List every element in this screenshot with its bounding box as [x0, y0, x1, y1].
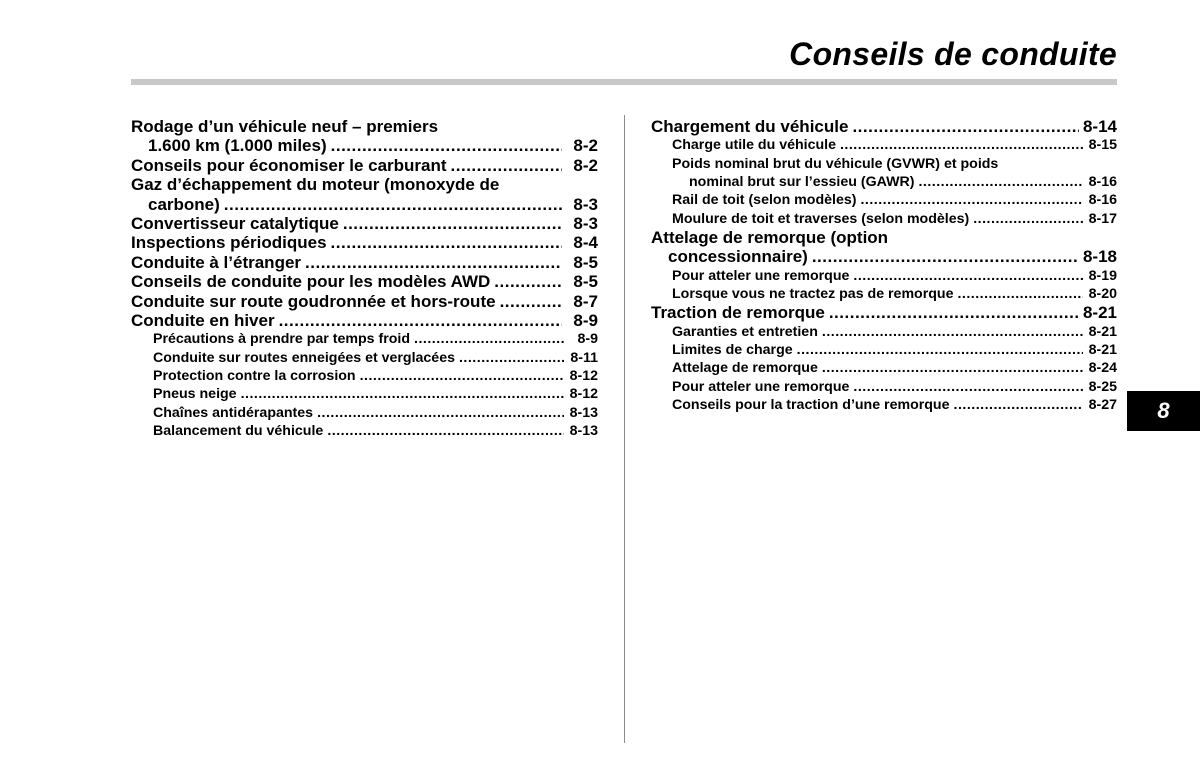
toc-entry[interactable]: [131, 233, 598, 252]
toc-page-number: 8-9: [577, 331, 598, 348]
toc-subentry[interactable]: [131, 404, 598, 422]
toc-entry-title: Convertisseur catalytique: [131, 214, 339, 234]
toc-page-number: 8-24: [1088, 360, 1117, 377]
toc-entry-title: Conseils pour la traction d’une remorque: [672, 396, 950, 413]
toc-page-number: 8-25: [1088, 378, 1117, 395]
toc-entry[interactable]: [131, 292, 598, 311]
dot-leader: [451, 156, 562, 175]
toc-entry-title: Conseils de conduite pour les modèles AWD: [131, 272, 491, 292]
toc-page-number: 8-27: [1088, 396, 1117, 413]
toc-entry-title: Charge utile du véhicule: [672, 137, 836, 154]
toc-subentry[interactable]: [651, 323, 1117, 341]
toc-page-number: 8-16: [1088, 192, 1117, 209]
toc-page-number: 8-11: [570, 349, 598, 366]
toc-entry-title: nominal brut sur l’essieu (GAWR): [689, 174, 915, 190]
dot-leader: [500, 292, 562, 311]
toc-subentry[interactable]: [651, 396, 1117, 414]
toc-page-number: 8-14: [1082, 117, 1117, 136]
toc-subentry[interactable]: [651, 378, 1117, 396]
dot-leader: [918, 173, 1083, 191]
toc-page-number: 8-16: [1088, 174, 1117, 190]
toc-entry-title: Conduite sur route goudronnée et hors-route: [131, 291, 496, 311]
toc-page-number: 8-12: [569, 368, 598, 385]
toc-page-number: 8-7: [573, 291, 598, 311]
chapter-tab[interactable]: 8: [1127, 391, 1200, 431]
toc-entry-title: concessionnaire): [668, 247, 808, 267]
toc-page-number: 8-4: [573, 233, 598, 253]
toc-entry-title: Gaz d’échappement du moteur (monoxyde de: [131, 175, 500, 195]
dot-leader: [812, 247, 1079, 266]
toc-subentry[interactable]: [131, 367, 598, 385]
toc-entry[interactable]: [651, 228, 1117, 267]
toc-entry-title: Moulure de toit et traverses (selon modèles): [672, 210, 970, 227]
toc-page-number: 8-5: [573, 252, 598, 272]
toc-entry[interactable]: [651, 303, 1117, 322]
page-title: Conseils de conduite: [789, 36, 1117, 72]
toc-entry[interactable]: [131, 156, 598, 175]
toc-page-number: 8-5: [573, 272, 598, 292]
toc-entry-title: 1.600 km (1.000 miles): [148, 136, 327, 156]
toc-page-number: 8-19: [1088, 267, 1117, 284]
dot-leader: [360, 367, 564, 385]
toc-entry-title: Rodage d’un véhicule neuf – premiers: [131, 117, 439, 136]
column-divider: [624, 115, 625, 743]
dot-leader: [829, 303, 1079, 322]
dot-leader: [840, 136, 1083, 154]
toc-subentry[interactable]: [131, 385, 598, 403]
dot-leader: [822, 359, 1083, 377]
toc-subentry[interactable]: [131, 330, 598, 348]
toc-entry[interactable]: [131, 175, 598, 214]
toc-page-number: 8-2: [573, 136, 598, 156]
toc-page-number: 8-18: [1082, 247, 1117, 267]
dot-leader: [414, 330, 564, 348]
dot-leader: [860, 191, 1083, 209]
dot-leader: [331, 233, 562, 252]
toc-entry-title: Protection contre la corrosion: [153, 368, 356, 385]
toc-entry-title: Conduite en hiver: [131, 311, 275, 331]
toc-page-number: 8-2: [573, 155, 598, 175]
toc-entry[interactable]: [131, 311, 598, 330]
toc-entry-title: carbone): [148, 194, 220, 214]
dot-leader: [954, 396, 1084, 414]
toc-right-column: [651, 117, 1117, 414]
dot-leader: [957, 285, 1083, 303]
toc-entry-title: Poids nominal brut du véhicule (GVWR) et poids: [672, 155, 999, 172]
toc-entry-title: Attelage de remorque: [672, 360, 818, 377]
dot-leader: [853, 378, 1083, 396]
toc-page-number: 8-13: [569, 422, 598, 439]
toc-subentry[interactable]: [651, 267, 1117, 285]
toc-entry-title: Pneus neige: [153, 386, 237, 403]
toc-page-number: 8-3: [573, 214, 598, 234]
toc-page-number: 8-20: [1088, 286, 1117, 302]
title-rule: [131, 79, 1117, 85]
toc-entry-title: Inspections périodiques: [131, 233, 327, 253]
toc-subentry[interactable]: [651, 285, 1117, 303]
toc-entry-title: Rail de toit (selon modèles): [672, 192, 857, 209]
toc-page-number: 8-21: [1082, 303, 1117, 323]
toc-subentry[interactable]: [131, 349, 598, 367]
toc-entry-title: Précautions à prendre par temps froid: [153, 331, 411, 348]
dot-leader: [822, 323, 1083, 341]
toc-subentry[interactable]: [131, 422, 598, 440]
toc-entry-title: Lorsque vous ne tractez pas de remorque: [672, 286, 954, 302]
toc-left-column: [131, 117, 598, 440]
toc-subentry[interactable]: [651, 191, 1117, 209]
dot-leader: [459, 349, 564, 367]
toc-page-number: 8-3: [573, 194, 598, 214]
dot-leader: [317, 404, 564, 422]
toc-entry[interactable]: [131, 214, 598, 233]
toc-entry-title: Conseils pour économiser le carburant: [131, 155, 447, 175]
dot-leader: [797, 341, 1083, 359]
toc-page-number: 8-9: [573, 311, 598, 331]
toc-entry-title: Conduite sur routes enneigées et verglacées: [153, 349, 455, 366]
dot-leader: [327, 422, 564, 440]
dot-leader: [279, 311, 562, 330]
toc-page-number: 8-21: [1088, 342, 1117, 358]
dot-leader: [305, 253, 562, 272]
toc-entry-title: Balancement du véhicule: [153, 422, 324, 439]
toc-entry-title: Chargement du véhicule: [651, 117, 849, 136]
toc-page-number: 8-13: [569, 404, 598, 421]
toc-entry-title: Conduite à l’étranger: [131, 252, 302, 272]
toc-entry-title: Attelage de remorque (option: [651, 227, 889, 247]
toc-entry-title: Traction de remorque: [651, 303, 825, 323]
dot-leader: [853, 267, 1083, 285]
toc-entry[interactable]: [131, 272, 598, 291]
toc-subentry[interactable]: [651, 155, 1117, 192]
dot-leader: [241, 385, 564, 403]
toc-entry[interactable]: [131, 117, 598, 156]
dot-leader: [331, 136, 562, 155]
toc-page-number: 8-12: [569, 386, 598, 403]
toc-subentry[interactable]: [651, 359, 1117, 377]
toc-entry-title: Pour atteler une remorque: [672, 378, 850, 395]
toc-entry-title: Pour atteler une remorque: [672, 267, 850, 284]
dot-leader: [852, 117, 1079, 136]
toc-entry-title: Garanties et entretien: [672, 323, 818, 340]
dot-leader: [343, 214, 562, 233]
toc-page-number: 8-17: [1088, 210, 1117, 227]
toc-subentry[interactable]: [651, 341, 1117, 359]
toc-subentry[interactable]: [651, 136, 1117, 154]
toc-entry[interactable]: [131, 253, 598, 272]
toc-page-number: 8-15: [1088, 137, 1117, 154]
toc-entry[interactable]: [651, 117, 1117, 136]
dot-leader: [224, 195, 562, 214]
toc-entry-title: Limites de charge: [672, 342, 793, 358]
toc-entry-title: Chaînes antidérapantes: [153, 404, 314, 421]
dot-leader: [494, 272, 562, 291]
toc-subentry[interactable]: [651, 210, 1117, 228]
dot-leader: [973, 210, 1083, 228]
toc-page-number: 8-21: [1088, 323, 1117, 340]
